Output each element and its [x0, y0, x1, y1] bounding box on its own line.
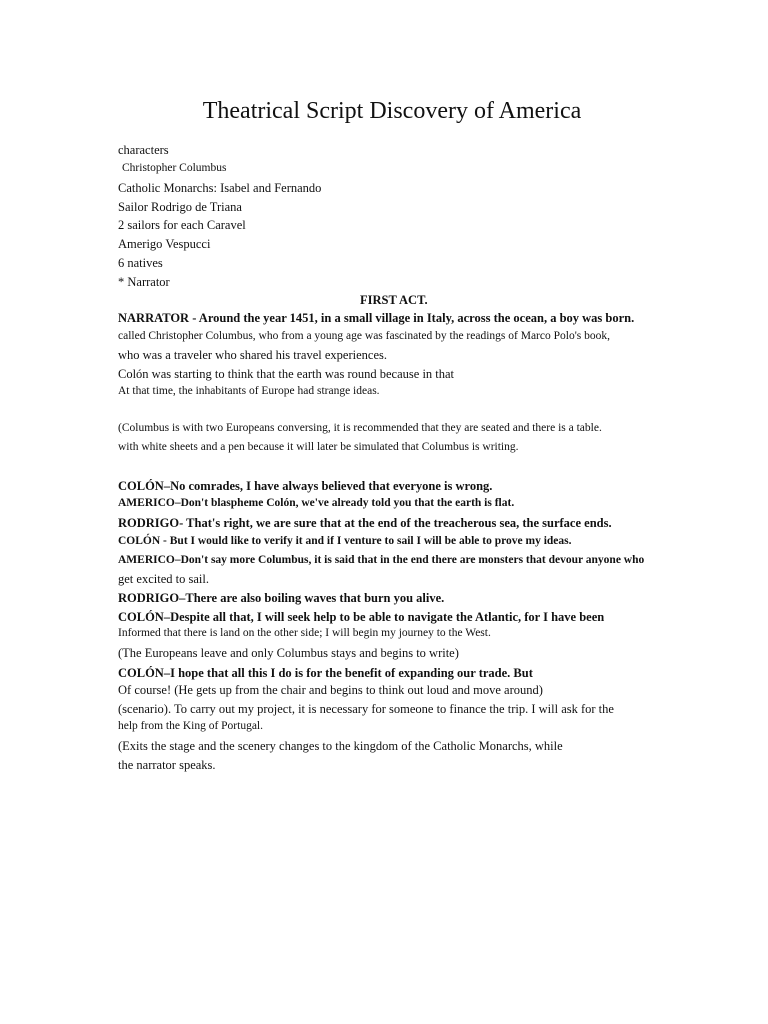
dialogue-line: AMERICO–Don't say more Columbus, it is said that in the end there are monsters that devour anyone who	[118, 554, 645, 566]
page-title: Theatrical Script Discovery of America	[202, 98, 582, 124]
character-item: 2 sailors for each Caravel	[118, 218, 246, 232]
dialogue-line: Of course! (He gets up from the chair and begins to think out loud and move around)	[118, 683, 543, 697]
dialogue-line: help from the King of Portugal.	[118, 720, 264, 732]
dialogue-line: (scenario). To carry out my project, it is necessary for someone to finance the trip. I will ask for the	[118, 702, 614, 716]
character-item: 6 natives	[118, 256, 163, 270]
narrator-line: called Christopher Columbus, who from a young age was fascinated by the readings of Marco Polo's book,	[118, 330, 610, 342]
act-heading: FIRST ACT.	[360, 293, 428, 307]
dialogue-line: RODRIGO- That's right, we are sure that at the end of the treacherous sea, the surface ends.	[118, 516, 612, 530]
character-item: Christopher Columbus	[122, 162, 227, 174]
narrator-line: At that time, the inhabitants of Europe had strange ideas.	[118, 385, 380, 397]
characters-heading: characters	[118, 143, 169, 157]
character-item: Sailor Rodrigo de Triana	[118, 200, 242, 214]
stage-direction: (Columbus is with two Europeans conversing, it is recommended that they are seated and there is a table.	[118, 422, 602, 434]
dialogue-line: COLÓN–No comrades, I have always believed that everyone is wrong.	[118, 479, 493, 493]
dialogue-line: COLÓN - But I would like to verify it and if I venture to sail I will be able to prove my ideas.	[118, 535, 572, 547]
stage-direction: (Exits the stage and the scenery changes to the kingdom of the Catholic Monarchs, while	[118, 739, 563, 753]
dialogue-line: AMERICO–Don't blaspheme Colón, we've already told you that the earth is flat.	[118, 497, 515, 509]
stage-direction: (The Europeans leave and only Columbus stays and begins to write)	[118, 646, 459, 660]
dialogue-line: RODRIGO–There are also boiling waves that burn you alive.	[118, 591, 445, 605]
character-item: Catholic Monarchs: Isabel and Fernando	[118, 181, 322, 195]
dialogue-line: Informed that there is land on the other side; I will begin my journey to the West.	[118, 627, 491, 639]
stage-direction: the narrator speaks.	[118, 758, 216, 772]
narrator-line: who was a traveler who shared his travel experiences.	[118, 348, 387, 362]
character-item: * Narrator	[118, 275, 170, 289]
dialogue-line: get excited to sail.	[118, 572, 209, 586]
dialogue-line: COLÓN–I hope that all this I do is for the benefit of expanding our trade. But	[118, 666, 533, 680]
stage-direction: with white sheets and a pen because it will later be simulated that Columbus is writing.	[118, 441, 519, 453]
character-item: Amerigo Vespucci	[118, 237, 211, 251]
narrator-line: Colón was starting to think that the earth was round because in that	[118, 367, 455, 381]
narrator-line: NARRATOR - Around the year 1451, in a small village in Italy, across the ocean, a boy was born.	[118, 311, 635, 325]
dialogue-line: COLÓN–Despite all that, I will seek help to be able to navigate the Atlantic, for I have been	[118, 610, 605, 624]
